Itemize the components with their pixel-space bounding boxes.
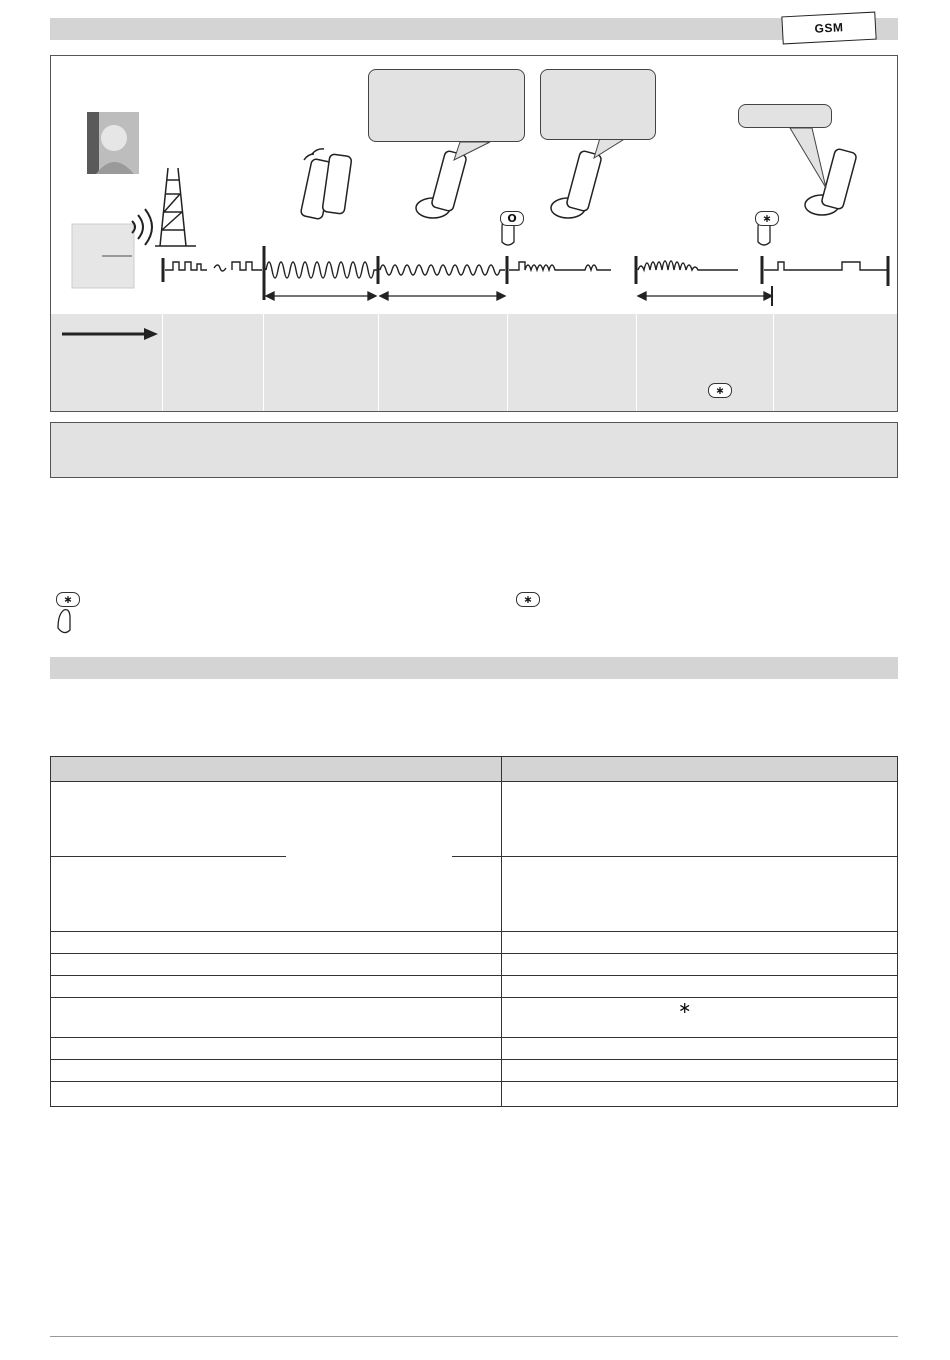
table-cell bbox=[502, 1082, 898, 1107]
table-cell bbox=[51, 1060, 502, 1082]
table-row bbox=[51, 782, 898, 857]
duration-arrow bbox=[266, 286, 772, 306]
table-cell bbox=[51, 998, 502, 1038]
table-cell bbox=[502, 954, 898, 976]
table-cell bbox=[502, 932, 898, 954]
intercom-panel-icon bbox=[72, 224, 134, 288]
table-cell bbox=[502, 857, 898, 932]
table-row bbox=[51, 998, 898, 1038]
star-key-icon: ∗ bbox=[516, 592, 540, 607]
table-row bbox=[51, 932, 898, 954]
caller-photo bbox=[87, 112, 139, 174]
finger-press-icon bbox=[52, 606, 78, 634]
star-key-icon: ∗ bbox=[708, 383, 732, 398]
speech-bubble-tail bbox=[594, 138, 626, 158]
table-cell bbox=[51, 976, 502, 998]
table-cell bbox=[51, 932, 502, 954]
speech-bubble-tail bbox=[454, 142, 490, 160]
table-cell bbox=[502, 782, 898, 857]
table-row bbox=[51, 1060, 898, 1082]
table-row bbox=[51, 954, 898, 976]
handset-icon bbox=[551, 150, 602, 218]
table-border-gap bbox=[286, 854, 452, 857]
radio-waves-icon bbox=[132, 209, 152, 245]
table-cell bbox=[502, 1038, 898, 1060]
speech-bubble bbox=[368, 69, 525, 142]
table-cell bbox=[51, 954, 502, 976]
table-cell bbox=[502, 1060, 898, 1082]
table-header-cell bbox=[51, 757, 502, 782]
signal-timeline bbox=[163, 246, 888, 300]
table-row bbox=[51, 1038, 898, 1060]
footer-rule bbox=[50, 1336, 898, 1337]
gsm-tower-icon bbox=[155, 168, 196, 246]
speech-bubble bbox=[738, 104, 832, 128]
table-row bbox=[51, 976, 898, 998]
table-cell: ∗ bbox=[502, 998, 898, 1038]
call-key-icon: O bbox=[500, 211, 524, 226]
table-header-row bbox=[51, 757, 898, 782]
gsm-tag: GSM bbox=[781, 12, 876, 45]
table-cell bbox=[51, 857, 502, 932]
handset-icon bbox=[416, 150, 467, 218]
table-row bbox=[51, 857, 898, 932]
table-header-cell bbox=[502, 757, 898, 782]
star-key-icon: ∗ bbox=[56, 592, 80, 607]
note-box bbox=[50, 422, 898, 478]
diagram-artwork bbox=[0, 0, 950, 420]
speech-bubble bbox=[540, 69, 656, 140]
table-cell bbox=[502, 976, 898, 998]
section-header-bar bbox=[50, 657, 898, 679]
star-key-icon: ∗ bbox=[755, 211, 779, 226]
table-row bbox=[51, 1082, 898, 1107]
table-cell bbox=[51, 782, 502, 857]
speech-bubble-tail bbox=[790, 128, 826, 188]
direction-arrow bbox=[62, 328, 158, 340]
ringing-phone-icon bbox=[300, 149, 352, 220]
table-cell bbox=[51, 1082, 502, 1107]
spec-table bbox=[50, 756, 898, 1107]
table-cell bbox=[51, 1038, 502, 1060]
